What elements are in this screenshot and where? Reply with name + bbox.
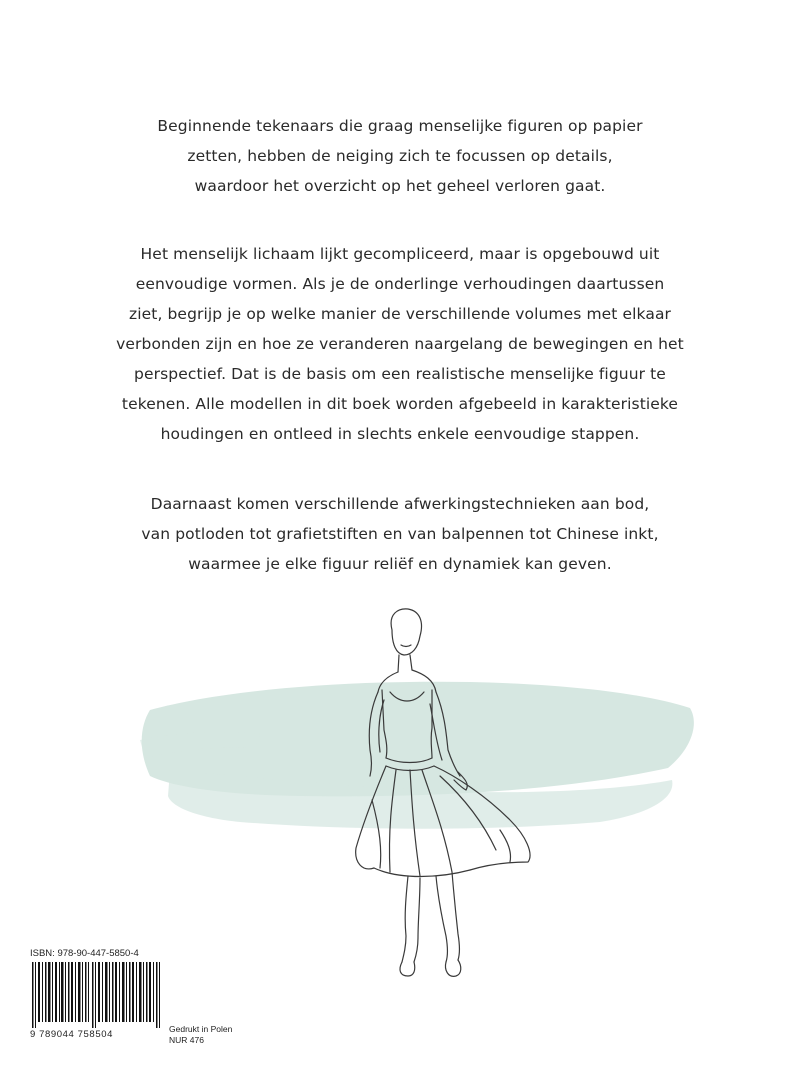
blurb-line: ziet, begrijp je op welke manier de verschillende volumes met elkaar: [128, 305, 672, 323]
blurb-line: perspectief. Dat is de basis om een realistische menselijke figuur te: [134, 365, 666, 383]
blurb-line: tekenen. Alle modellen in dit boek worden afgebeeld in karakteristieke: [121, 395, 679, 413]
blurb-paragraph-1: [60, 111, 740, 201]
blurb-line: verbonden zijn en hoe ze veranderen naargelang de bewegingen en het: [116, 335, 684, 353]
blurb-line: houdingen en ontleed in slechts enkele eenvoudige stappen.: [160, 425, 640, 443]
printed-in-label: Gedrukt in Polen: [169, 1024, 233, 1034]
brush-stroke: [140, 682, 694, 829]
print-info: [169, 1024, 232, 1046]
barcode-icon: [30, 962, 164, 1028]
blurb-paragraph-3: [60, 489, 740, 579]
barcode-block: [30, 948, 270, 1068]
isbn-label: ISBN: 978-90-447-5850-4: [30, 948, 139, 959]
blurb-paragraph-2: [60, 239, 740, 449]
nur-label: NUR 476: [169, 1035, 204, 1045]
blurb-line: waardoor het overzicht op het geheel verloren gaat.: [194, 177, 606, 195]
blurb-line: Beginnende tekenaars die graag menselijke figuren op papier: [157, 117, 643, 135]
blurb-line: zetten, hebben de neiging zich te focussen op details,: [187, 147, 613, 165]
figure-illustration: [0, 600, 800, 990]
blurb-line: van potloden tot grafietstiften en van balpennen tot Chinese inkt,: [141, 525, 659, 543]
figure-sketch-icon: [0, 600, 800, 990]
blurb-line: Het menselijk lichaam lijkt gecompliceerd, maar is opgebouwd uit: [140, 245, 660, 263]
blurb-line: eenvoudige vormen. Als je de onderlinge verhoudingen daartussen: [135, 275, 665, 293]
blurb-line: waarmee je elke figuur reliëf en dynamiek kan geven.: [188, 555, 612, 573]
blurb-line: Daarnaast komen verschillende afwerkingstechnieken aan bod,: [150, 495, 650, 513]
barcode-digits: 9 789044 758504: [30, 1029, 113, 1040]
